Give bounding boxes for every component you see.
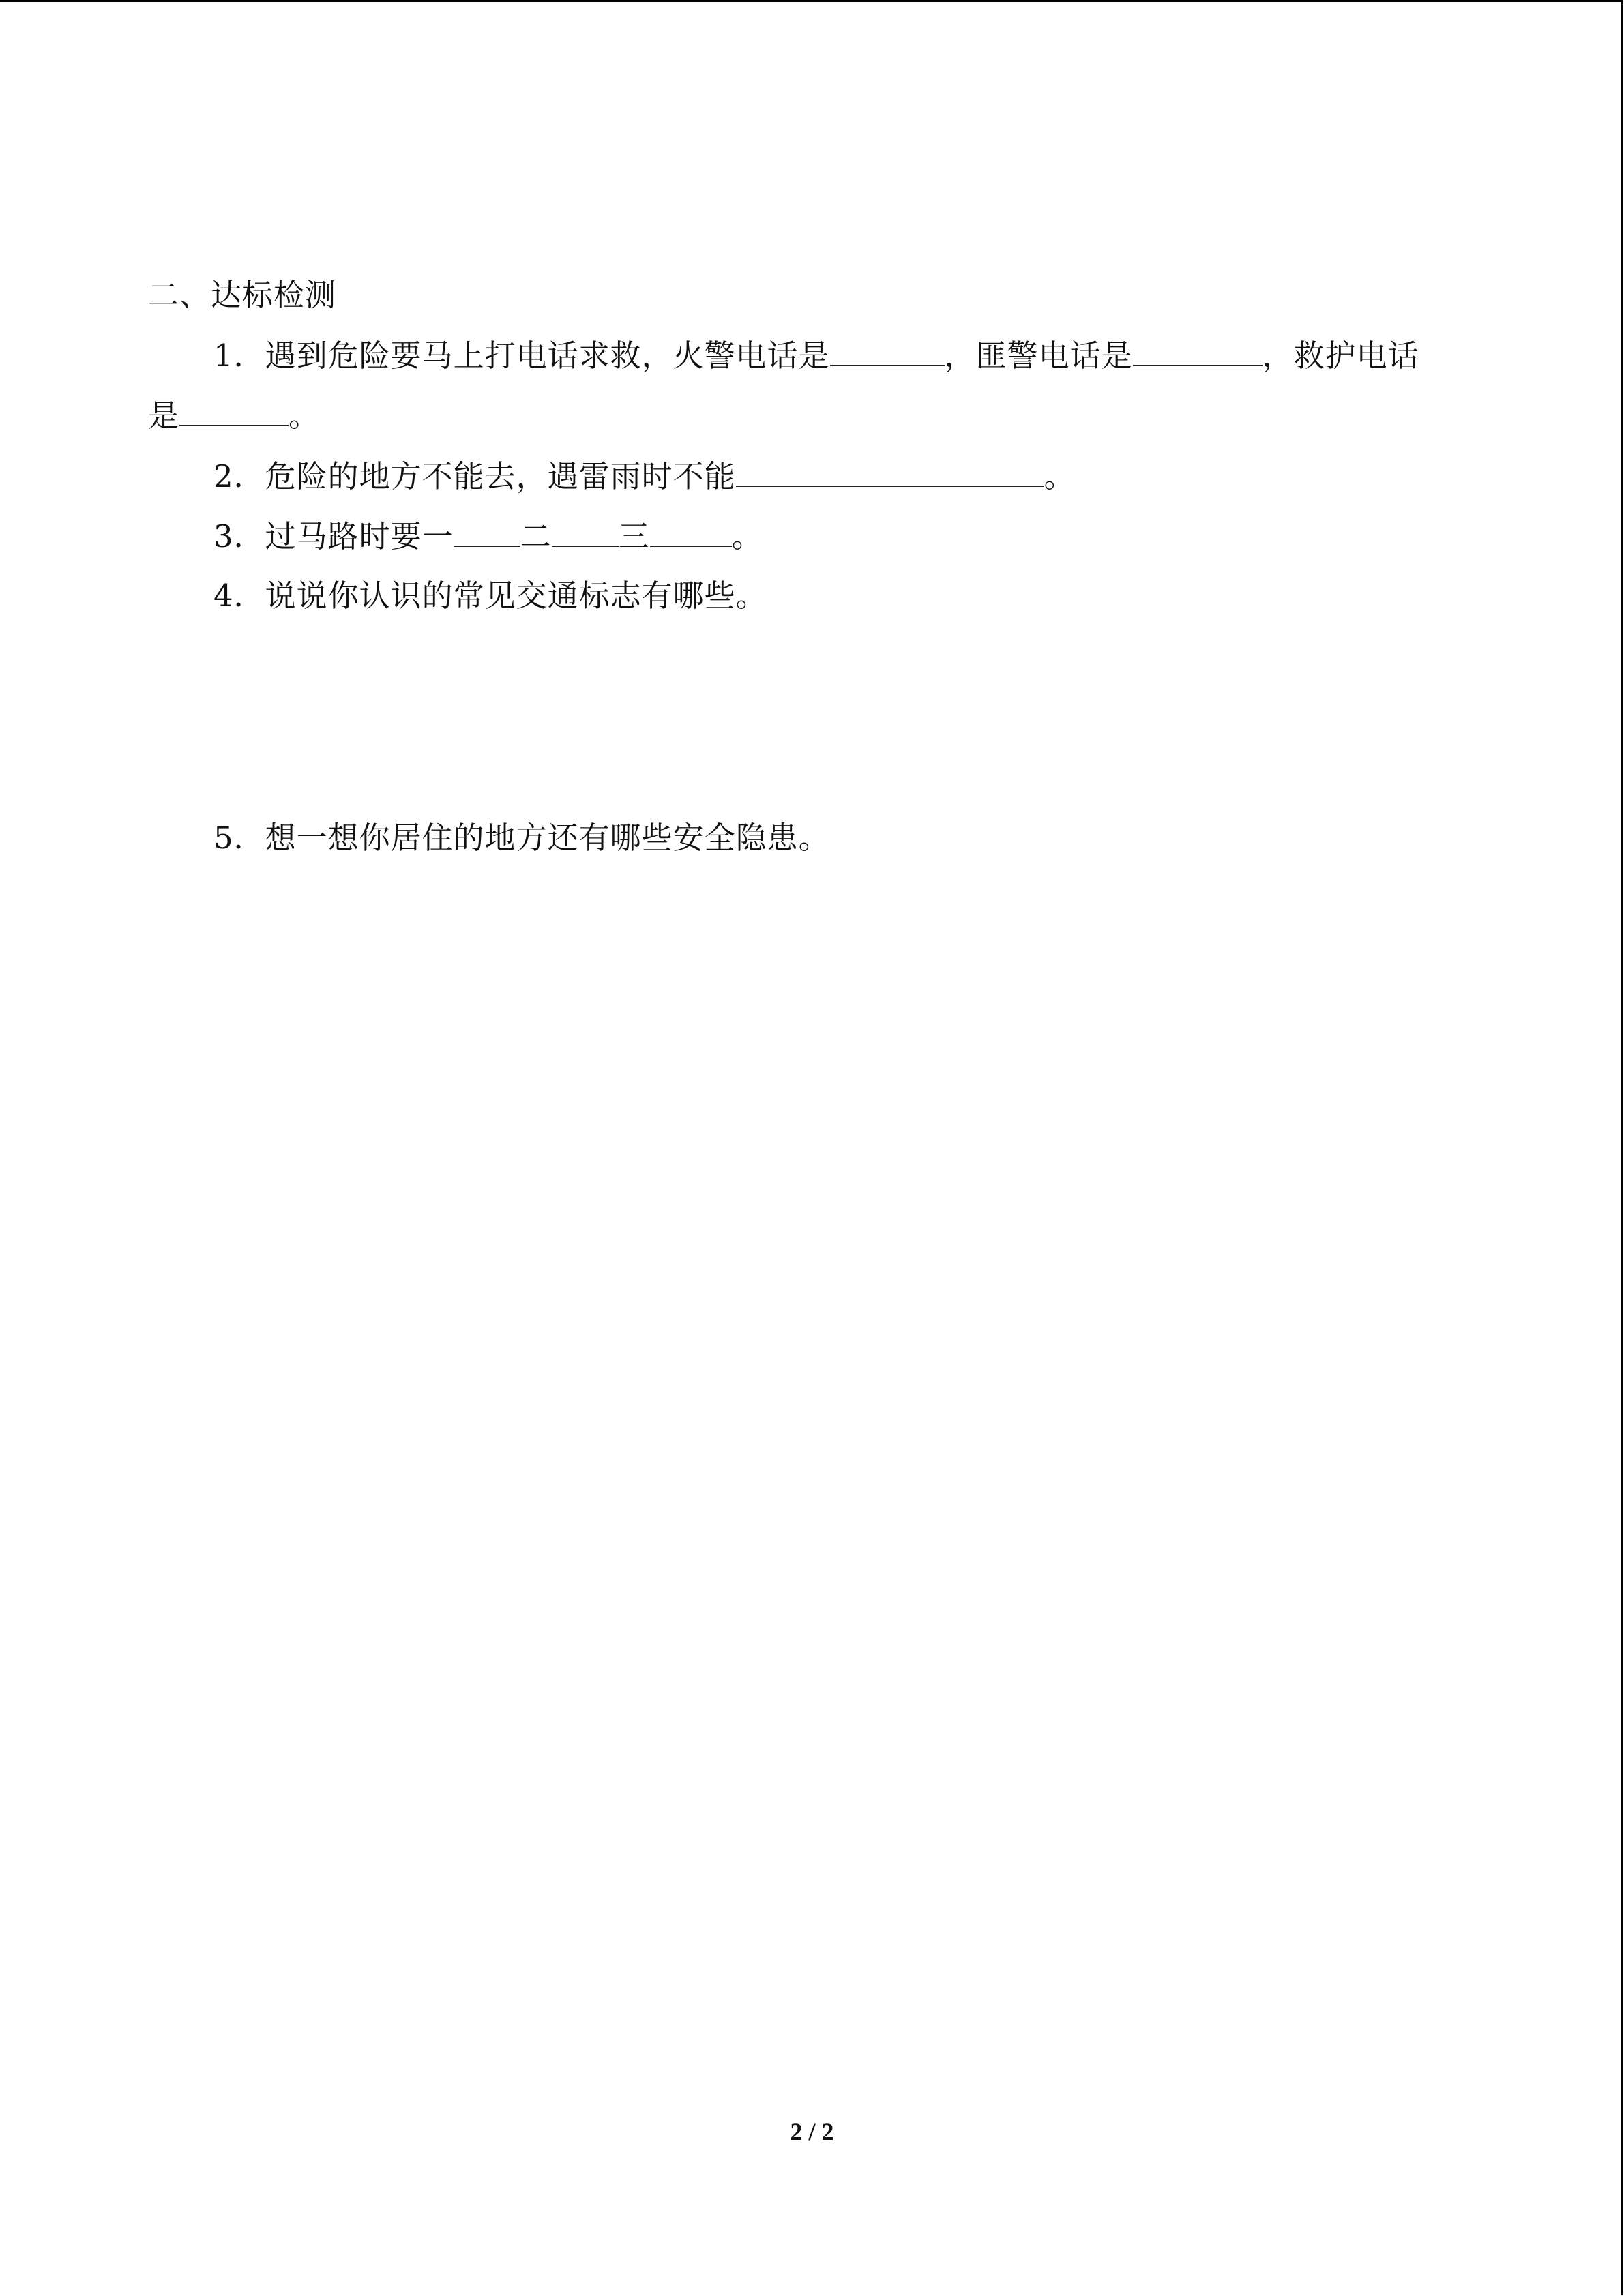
- question-5-number: 5．: [213, 820, 265, 856]
- question-3-text-c: 三: [618, 518, 650, 554]
- question-2-text-b: 。: [1044, 458, 1076, 494]
- question-1-text-d: 是: [148, 398, 180, 434]
- question-4-text: 说说你认识的常见交通标志有哪些。: [265, 578, 767, 614]
- crossing-step-2-blank[interactable]: [552, 516, 619, 547]
- question-1-text-b: ，匪警电话是: [944, 338, 1133, 374]
- question-5-text: 想一想你居住的地方还有哪些安全隐患。: [265, 820, 830, 856]
- question-4-number: 4．: [213, 578, 265, 614]
- crossing-step-1-blank[interactable]: [454, 516, 520, 547]
- question-2-text-a: 危险的地方不能去，遇雷雨时不能: [265, 458, 736, 494]
- fire-number-blank[interactable]: [830, 335, 945, 366]
- police-number-blank[interactable]: [1133, 335, 1263, 366]
- question-3-text-b: 二: [520, 518, 552, 554]
- question-1-text-c: ，救护电话: [1262, 338, 1419, 374]
- page-number: 2 / 2: [790, 2118, 834, 2145]
- question-5: [213, 818, 830, 859]
- question-3-text-a: 过马路时要一: [265, 518, 454, 554]
- question-1-line-1: [213, 335, 1419, 376]
- crossing-step-3-blank[interactable]: [650, 516, 732, 547]
- question-3: [213, 516, 763, 557]
- ambulance-number-blank[interactable]: [179, 395, 289, 426]
- question-1-text-e: 。: [289, 398, 321, 434]
- question-2-number: 2．: [213, 458, 265, 494]
- question-4: [213, 576, 767, 616]
- question-3-number: 3．: [213, 518, 265, 554]
- thunderstorm-answer-blank[interactable]: [736, 456, 1044, 487]
- question-2: [213, 456, 1076, 497]
- question-1-text-a: 遇到危险要马上打电话求救，火警电话是: [265, 338, 830, 374]
- question-3-text-d: 。: [731, 518, 763, 554]
- question-1-line-2: [148, 395, 320, 436]
- section-heading: 二、达标检测: [148, 277, 337, 313]
- question-1-number: 1．: [213, 338, 265, 374]
